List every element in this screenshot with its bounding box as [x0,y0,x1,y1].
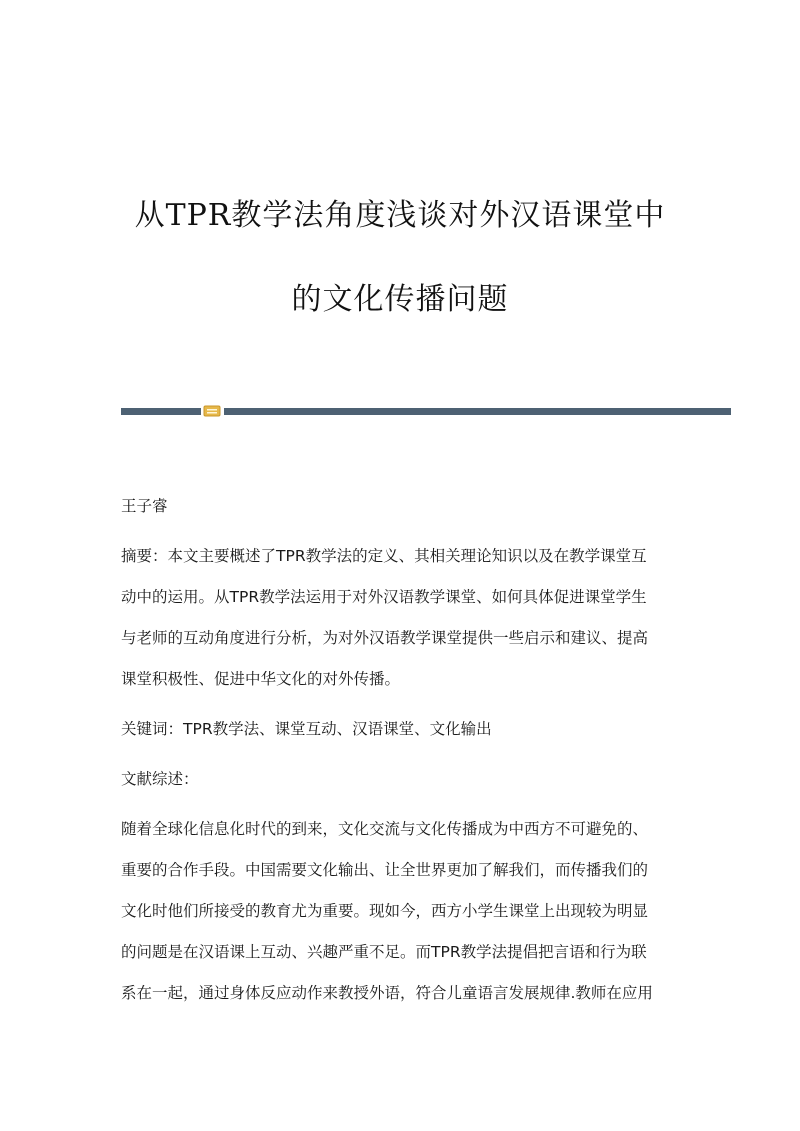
review-heading: 文献综述： [121,770,199,788]
abstract-line: 动中的运用。从TPR教学法运用于对外汉语教学课堂、如何具体促进课堂学生 [121,588,647,606]
divider-ornament-icon [203,405,221,417]
abstract-line: 课堂积极性、促进中华文化的对外传播。 [121,670,401,688]
abstract-line: 摘要：本文主要概述了TPR教学法的定义、其相关理论知识以及在教学课堂互 [121,547,647,565]
title-line-2: 的文化传播问题 [291,282,509,317]
divider-right [224,408,731,415]
body-line: 随着全球化信息化时代的到来，文化交流与文化传播成为中西方不可避免的、 [121,820,649,838]
keywords: 关键词：TPR教学法、课堂互动、汉语课堂、文化输出 [121,720,492,738]
body-line: 重要的合作手段。中国需要文化输出、让全世界更加了解我们，而传播我们的 [121,861,649,879]
body-line: 的问题是在汉语课上互动、兴趣严重不足。而TPR教学法提倡把言语和行为联 [121,943,647,961]
title-line-1: 从TPR教学法角度浅谈对外汉语课堂中 [134,198,666,233]
author-name: 王子睿 [121,497,168,515]
abstract-line: 与老师的互动角度进行分析，为对外汉语教学课堂提供一些启示和建议、提高 [121,629,649,647]
body-line: 文化时他们所接受的教育尤为重要。现如今，西方小学生课堂上出现较为明显 [121,902,649,920]
body-line: 系在一起，通过身体反应动作来教授外语，符合儿童语言发展规律.教师在应用 [121,984,653,1002]
divider-left [121,408,201,415]
